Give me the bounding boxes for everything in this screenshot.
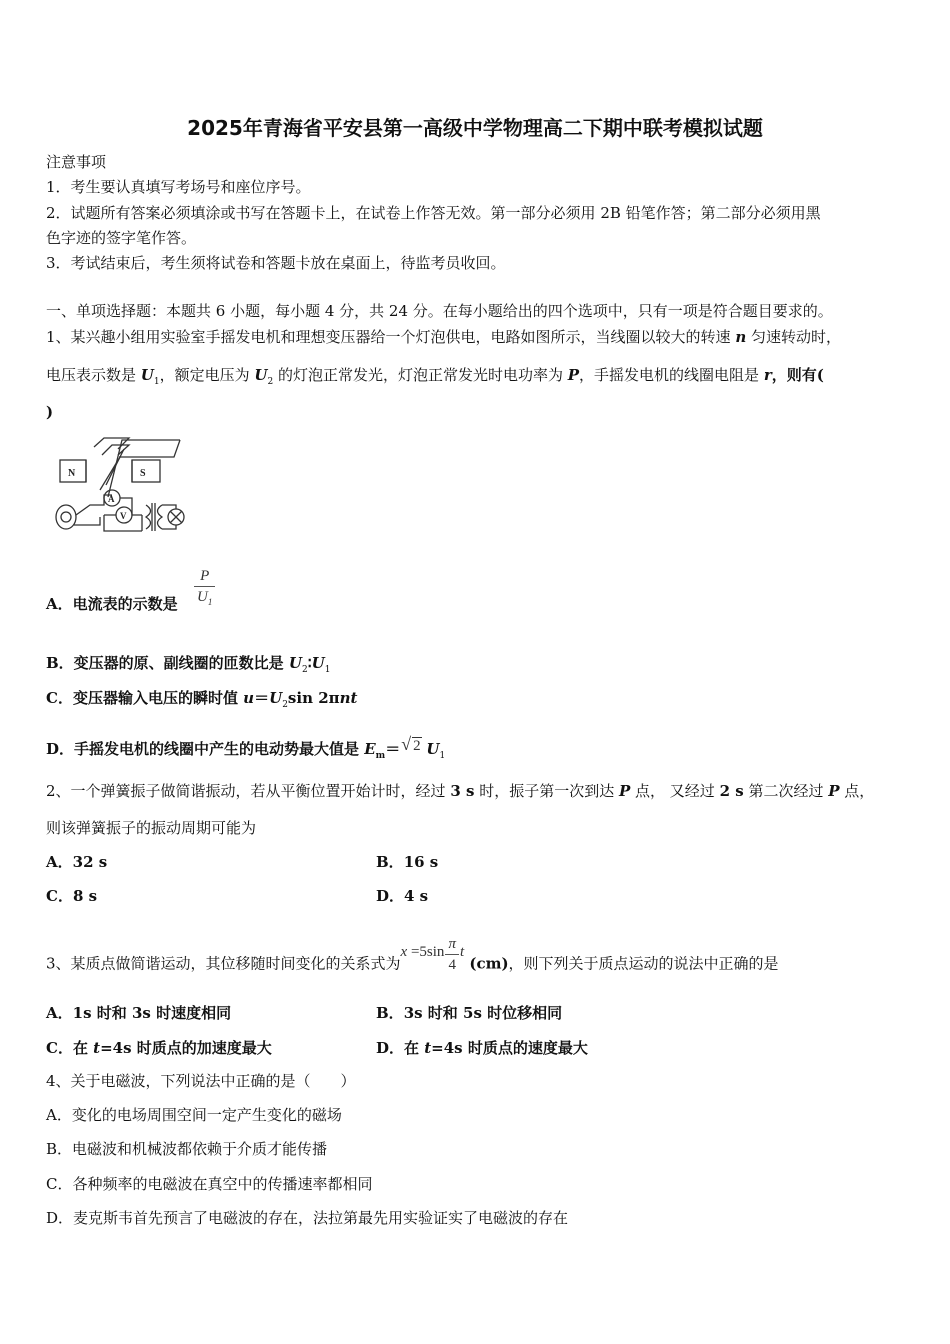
- notice-item-3: 3．考试结束后，考生须将试卷和答题卡放在桌面上，待监考员收回。: [46, 254, 506, 272]
- q3-options-row1: A．1s 时和 3s 时速度相同 B．3s 时和 5s 时位移相同: [46, 1004, 563, 1022]
- q2-options-row1: A．32 s B．16 s: [46, 853, 439, 871]
- q3-stem: 3、某质点做简谐运动，其位移随时间变化的关系式为x =5sin $\frac{\pi}{4}$ t (cm)，则下列关于质点运动的说法中正确的是: [46, 936, 779, 973]
- q4-option-c: C．各种频率的电磁波在真空中的传播速率都相同: [46, 1175, 373, 1193]
- q4-stem: 4、关于电磁波，下列说法中正确的是（ ）: [46, 1072, 356, 1090]
- generator-circuit-figure: [44, 435, 194, 535]
- q1-stem-line3: ): [46, 403, 54, 421]
- q3-options-row2: C．在 t=4s 时质点的加速度最大 D．在 t=4s 时质点的速度最大: [46, 1039, 588, 1057]
- q4-option-a: A．变化的电场周围空间一定产生变化的磁场: [46, 1106, 342, 1124]
- label-s: S: [140, 468, 146, 479]
- page-title: 2025年青海省平安县第一高级中学物理高二下期中联考模拟试题: [187, 116, 763, 140]
- notice-heading: 注意事项: [46, 153, 107, 171]
- voltmeter-label: V: [120, 511, 127, 521]
- q1-stem-line2: 电压表示数是 $U_1$，额定电压为 $U_2$ 的灯泡正常发光，灯泡正常发光时电功率为 P，手摇发电机的线圈电阻是 r，则有(: [46, 366, 824, 387]
- q2-options-row2: C．8 s D．4 s: [46, 887, 429, 905]
- q1-stem-line1: 1、某兴趣小组用实验室手摇发电机和理想变压器给一个灯泡供电，电路如图所示，当线圈以较大的转速 n 匀速转动时，: [46, 328, 842, 346]
- label-n: N: [68, 468, 76, 479]
- q1-option-d: D．手摇发电机的线圈中产生的电动势最大值是 $E_m=√$ 2 $U_1$: [46, 734, 446, 761]
- q1-option-c: C．变压器输入电压的瞬时值 $u=U_2\sin$ 2πnt: [46, 689, 358, 710]
- notice-item-2: 2．试题所有答案必须填涂或书写在答题卡上，在试卷上作答无效。第一部分必须用 2B 铅笔作答；第二部分必须用黑: [46, 204, 821, 222]
- q2-stem-line1: 2、一个弹簧振子做简谐振动，若从平衡位置开始计时，经过 3 s 时，振子第一次到达 P 点， 又经过 2 s 第二次经过 P 点，: [46, 782, 875, 800]
- q2-stem-line2: 则该弹簧振子的振动周期可能为: [46, 819, 257, 837]
- q1-option-b: B．变压器的原、副线圈的匝数比是 $U_2∶U_1$: [46, 654, 331, 675]
- q4-option-b: B．电磁波和机械波都依赖于介质才能传播: [46, 1140, 328, 1158]
- ammeter-label: A: [108, 494, 115, 504]
- q4-option-d: D．麦克斯韦首先预言了电磁波的存在，法拉第最先用实验证实了电磁波的存在: [46, 1209, 569, 1227]
- notice-item-1: 1．考生要认真填写考场号和座位序号。: [46, 178, 311, 196]
- section-heading: 一、单项选择题：本题共 6 小题，每小题 4 分，共 24 分。在每小题给出的四个选项中，只有一项是符合题目要求的。: [46, 302, 833, 320]
- notice-item-2-cont: 色字迹的签字笔作答。: [46, 229, 197, 247]
- magnet-s: [132, 460, 160, 482]
- q1-option-a: A．电流表的示数是 $\frac{P}{U_1}$: [46, 594, 920, 614]
